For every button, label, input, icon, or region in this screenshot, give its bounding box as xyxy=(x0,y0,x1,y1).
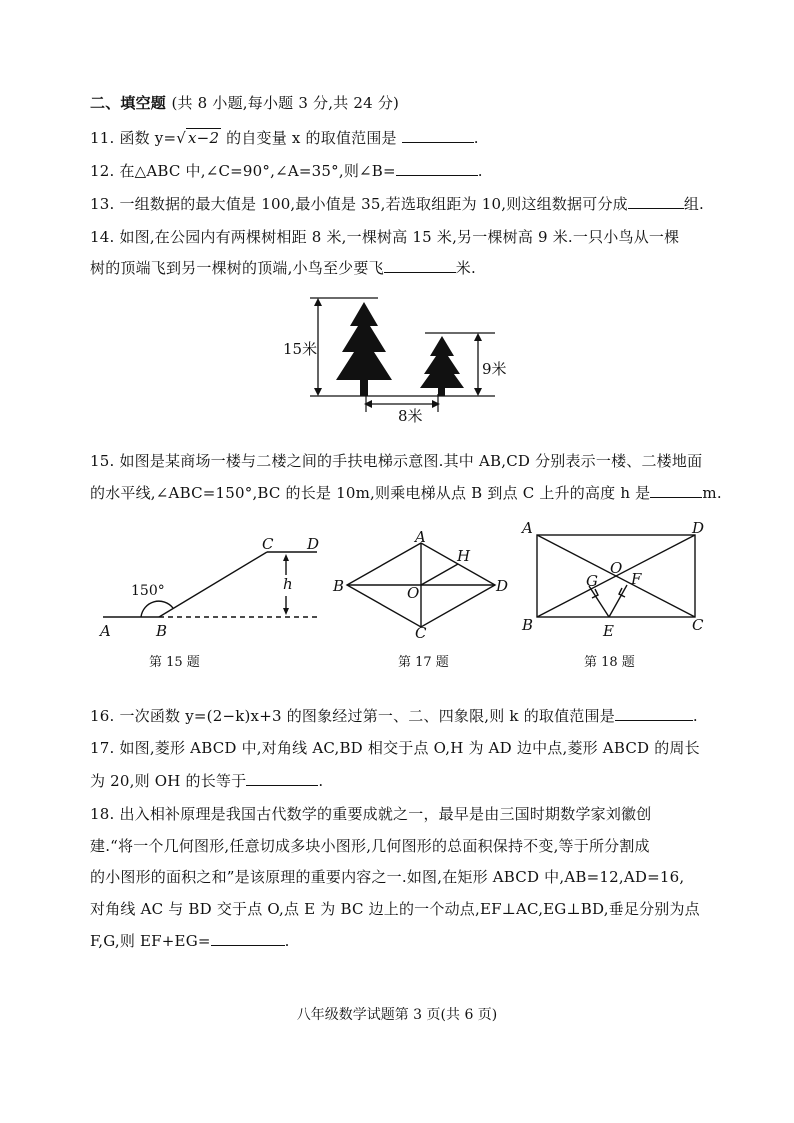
point-label: G xyxy=(586,572,598,590)
q12-text: 在△ABC 中,∠C=90°,∠A=35°,则∠B= xyxy=(119,162,396,180)
question-18-line5 xyxy=(90,930,290,951)
question-15-line1 xyxy=(90,450,702,471)
question-12 xyxy=(90,160,483,181)
question-18-line3: 的小图形的面积之和”是该原理的重要内容之一.如图,在矩形 ABCD 中,AB=12,AD=16, xyxy=(90,868,685,886)
q11-end: . xyxy=(473,129,479,147)
point-label: A xyxy=(100,622,111,640)
question-number: 17. xyxy=(90,739,115,757)
q11-radicand: x−2 xyxy=(188,129,220,147)
question-18-line2: 建.“将一个几何图形,任意切成多块小图形,几何图形的总面积保持不变,等于所分割成 xyxy=(90,837,650,855)
answer-blank[interactable] xyxy=(384,258,456,273)
q18-end: . xyxy=(284,932,290,950)
q16-text: 一次函数 y=(2−k)x+3 的图象经过第一、二、四象限,则 k 的取值范围是 xyxy=(119,707,615,725)
point-label: D xyxy=(692,519,705,537)
short-tree-icon xyxy=(420,336,464,396)
answer-blank[interactable] xyxy=(396,161,478,176)
question-number: 11. xyxy=(90,129,115,147)
question-18-line1 xyxy=(90,803,651,824)
point-label: B xyxy=(156,622,168,640)
sqrt-sign: √ xyxy=(176,129,187,147)
point-label: A xyxy=(522,519,533,537)
point-label: E xyxy=(603,622,614,640)
question-number: 15. xyxy=(90,452,115,470)
figure-caption: 第 17 题 xyxy=(398,655,449,670)
point-label: B xyxy=(333,577,345,595)
q14-line2: 树的顶端飞到另一棵树的顶端,小鸟至少要飞 xyxy=(90,259,384,277)
section-note: (共 8 小题,每小题 3 分,共 24 分) xyxy=(171,94,400,112)
question-11 xyxy=(90,127,479,148)
tall-tree-icon xyxy=(336,302,392,396)
point-label: C xyxy=(692,616,704,634)
point-label: C xyxy=(262,535,274,553)
q18-line5: F,G,则 EF+EG= xyxy=(90,932,211,950)
q13-end: 组. xyxy=(683,195,705,213)
question-14-line1 xyxy=(90,226,679,247)
q18-line1: 出入相补原理是我国古代数学的重要成就之一，最早是由三国时期数学家刘徽创 xyxy=(119,805,652,823)
figure-caption: 第 15 题 xyxy=(149,655,200,670)
answer-blank[interactable] xyxy=(402,128,474,143)
point-label: A xyxy=(415,528,426,546)
q15-end: m. xyxy=(702,484,722,502)
q12-end: . xyxy=(477,162,483,180)
angle-label: 150° xyxy=(131,583,165,599)
question-15-line2 xyxy=(90,482,722,503)
question-17-line2 xyxy=(90,770,323,791)
question-number: 12. xyxy=(90,162,115,180)
q14-line1: 如图,在公园内有两棵树相距 8 米,一棵树高 15 米,另一棵树高 9 米.一只小鸟从一棵 xyxy=(119,228,680,246)
question-18-line4: 对角线 AC 与 BD 交于点 O,点 E 为 BC 边上的一个动点,EF⊥AC,EG⊥BD,垂足分别为点 xyxy=(90,900,700,918)
question-13 xyxy=(90,193,704,214)
q15-line2: 的水平线,∠ABC=150°,BC 的长是 10m,则乘电梯从点 B 到点 C 上升的高度 h 是 xyxy=(90,484,651,502)
label-8m: 8米 xyxy=(398,407,423,425)
point-label: F xyxy=(631,570,642,588)
question-14-line2 xyxy=(90,257,476,278)
section-title xyxy=(90,92,399,113)
height-label: h xyxy=(283,575,293,593)
q15-line1: 如图是某商场一楼与二楼之间的手扶电梯示意图.其中 AB,CD 分别表示一楼、二楼地面 xyxy=(119,452,703,470)
point-label: O xyxy=(407,584,420,602)
q11-prefix: 函数 y= xyxy=(119,129,177,147)
q17-end: . xyxy=(318,772,324,790)
point-label: B xyxy=(522,616,534,634)
q11-text: 的自变量 x 的取值范围是 xyxy=(226,129,397,147)
rectangle-figure xyxy=(525,525,705,630)
point-label: H xyxy=(457,547,471,565)
figure-caption: 第 18 题 xyxy=(584,655,635,670)
angle-arc xyxy=(141,601,173,617)
point-label: C xyxy=(415,624,427,642)
q17-line1: 如图,菱形 ABCD 中,对角线 AC,BD 相交于点 O,H 为 AD 边中点,菱形 ABCD 的周长 xyxy=(119,739,700,757)
question-number: 16. xyxy=(90,707,115,725)
answer-blank[interactable] xyxy=(211,931,285,946)
answer-blank[interactable] xyxy=(650,483,702,498)
answer-blank[interactable] xyxy=(628,194,684,209)
question-17-line1 xyxy=(90,737,700,758)
q14-end: 米. xyxy=(455,259,476,277)
question-16 xyxy=(90,705,698,726)
point-label: O xyxy=(610,559,623,577)
question-number: 18. xyxy=(90,805,115,823)
question-number: 13. xyxy=(90,195,115,213)
label-9m: 9米 xyxy=(482,360,507,378)
q16-end: . xyxy=(692,707,698,725)
answer-blank[interactable] xyxy=(246,771,318,786)
point-label: D xyxy=(496,577,509,595)
answer-blank[interactable] xyxy=(615,706,693,721)
section-heading: 二、填空题 xyxy=(90,94,167,112)
q17-line2: 为 20,则 OH 的长等于 xyxy=(90,772,247,790)
q13-text: 一组数据的最大值是 100,最小值是 35,若选取组距为 10,则这组数据可分成 xyxy=(119,195,628,213)
question-number: 14. xyxy=(90,228,115,246)
page-footer: 八年级数学试题第 3 页(共 6 页) xyxy=(296,1007,498,1023)
label-15m: 15米 xyxy=(283,340,318,358)
point-label: D xyxy=(307,535,320,553)
